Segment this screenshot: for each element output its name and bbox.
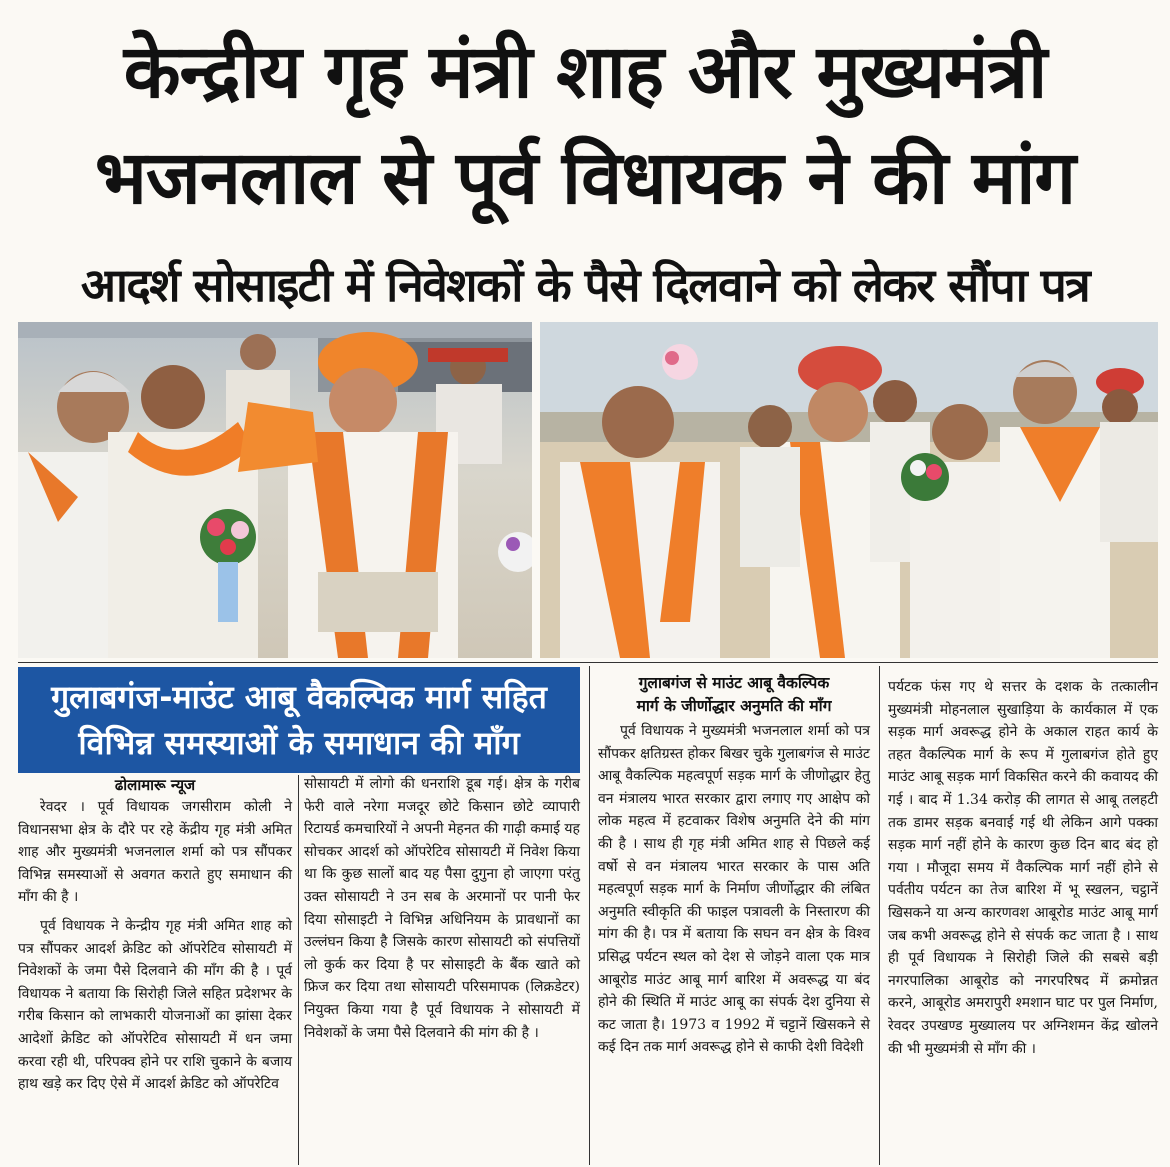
column-rule-2 [589,666,590,1165]
box-heading-line-1: गुलाबगंज-माउंट आबू वैकल्पिक मार्ग सहित [51,678,547,716]
column1-para2: पूर्व विधायक ने केन्द्रीय गृह मंत्री अमित शाह को पत्र सौंपकर आदर्श क्रेडिट को ऑपरेटिव सोसायटी में निवेशकों के जमा पैसे दिलवाने की माँग की है । पूर्व विधायक ने बताया कि सिरोही जिले सहित प्रदेशभर के गरीब किसान को लाभकारी योजनाओं का झांसा देकर आदेशों क्रेडिट को ऑपरेटिव सोसायटी में धन जमा करवा रही थी, परिपक्व होने पर राशि चुकाने के बजाय हाथ खड़े कर दिए ऐसे में आदर्श क्रेडिट को ऑपरेटिव [18,917,292,1093]
column2-para1: सोसायटी में लोगो की धनराशि डूब गई। क्षेत्र के गरीब फेरी वाले नरेगा मजदूर छोटे किसान छोटे व्यापारी रिटायर्ड कमचारियों ने अपनी मेहनत की गाढ़ी कमाई यह सोचकर आदर्श को ऑपरेटिव सोसायटी में निवेश किया था कि कुछ सालों बाद यह पैसा दुगुना हो जाएगा परंतु उक्त सोसायटी ने उन सब के अरमानों पर पानी फेर दिया सोसाइटी ने विभिन्न अधिनियम के प्रावधानों का उल्लंघन किया है जिसके कारण सोसायटी को संपत्तियों लो कुर्क कर दिया है पर सोसाइटी के बैंक खाते को फ्रिज कर दिया तथा सोसायटी परिसमापक (लिक्रडेटर) नियुक्त किया गया है पूर्व विधायक ने सोसायटी में निवेशकों के जमा पैसे दिलवाने की मांग की है । [304,776,580,1041]
column3-para1: पूर्व विधायक ने मुख्यमंत्री भजनलाल शर्मा को पत्र सौंपकर क्षतिग्रस्त होकर बिखर चुके गुलाबगंज से माउंट आबू वैकल्पिक महत्वपूर्ण सड़क मार्ग के जीणोद्धार हेतु वन मंत्रालय भारत सरकार द्वारा लगाए गए आक्षेप को लोक महत्व में हटवाकर विशेष अनुमति देने की मांग की है । साथ ही गृह मंत्री अमित शाह से पिछले कई वर्षो से वन मंत्रालय भारत सरकार के पास अति महत्वपूर्ण सड़क मार्ग के निर्माण जीर्णोद्धार की लंबित अनुमति स्वीकृति की फाइल पत्रावली के निस्तारण की मांग की है। पत्र में बताया कि सघन वन क्षेत्र के विश्व प्रसिद्ध पर्यटन स्थल को देश से जोड़ने वाला एक मात्र आबूरोड माउंट आबू मार्ग बारिश में अवरूद्ध या बंद होने की स्थिति में माउंट आबू का संपर्क देश दुनिया से कट जाता है। 1973 व 1992 में चट्टानें खिसकने से कई दिन तक मार्ग अवरूद्ध होने से काफी देशी विदेशी [598,723,870,1056]
box-heading-line-2: विभिन्न समस्याओं के समाधान की माँग [78,724,520,762]
byline: ढोलामारू न्यूज [114,776,196,794]
column-rule-1 [298,775,299,1165]
photo-bottom-rule [18,662,1158,663]
headline-line-2: भजनलाल से पूर्व विधायक ने की मांग [94,135,1076,221]
article-column-2 [304,773,580,1044]
column1-para1: रेवदर । पूर्व विधायक जगसीराम कोली ने विधानसभा क्षेत्र के दौरे पर रहे केंद्रीय गृह मंत्री अमित शाह और मुख्यमंत्री भजनलाल शर्मा को पत्र सौंपकर विभिन्न समस्याओं से अवगत कराते हुए समाधान की माँग की है । [18,799,292,906]
article-column-1 [18,796,292,1096]
column3-subheading [598,672,870,718]
photo-greeting-home-minister [18,322,532,658]
box-heading-banner [18,667,580,773]
column4-para1: पर्यटक फंस गए थे सत्तर के दशक के तत्कालीन मुख्यमंत्री मोहनलाल सुखाड़िया के कार्यकाल में एक सड़क मार्ग अवरूद्ध होने के अकाल राहत कार्य के तहत वैकल्पिक मार्ग के रूप में गुलाबगंज होते हुए माउंट आबू सड़क मार्ग विकसित करने की कवायद की गई । बाद में 1.34 करोड़ की लागत से आबू तलहटी तक डामर सड़क बनवाई गई थी लेकिन आगे पक्का सड़क मार्ग नहीं होने के कारण कुछ दिन बाद बंद हो गया । मौजूदा समय में वैकल्पिक मार्ग नहीं होने से पर्वतीय पर्यटन का तेज बारिश में भू स्खलन, चट्ठानें खिसकने या अन्य कारणवश आबूरोड माउंट आबू मार्ग जब कभी अवरूद्ध होने से संपर्क कट जाता है । साथ ही पूर्व विधायक ने सिरोही जिले की सबसे बड़ी नगरपालिका आबूरोड को नगरपरिषद में क्रमोन्नत करने, आबूरोड अमरापुरी श्मशान घाट पर पुल निर्माण, रेवदर उपखण्ड मुख्यालय पर अग्निशमन केंद्र खोलने की भी मुख्यमंत्री से माँग की । [888,679,1158,1057]
subheadline: आदर्श सोसाइटी में निवेशकों के पैसे दिलवाने को लेकर सौंपा पत्र [80,258,1090,312]
column3-subheading-line-1: गुलाबगंज से माउंट आबू वैकल्पिक [638,674,830,692]
headline-line-1: केन्द्रीय गृह मंत्री शाह और मुख्यमंत्री [123,29,1047,115]
article-column-4 [888,676,1158,1060]
article-column-3 [598,720,870,1059]
column-rule-3 [879,666,880,1165]
photo-greeting-chief-minister [540,322,1158,658]
column3-subheading-line-2: मार्ग के जीर्णोद्धार अनुमति की माँग [636,697,832,715]
